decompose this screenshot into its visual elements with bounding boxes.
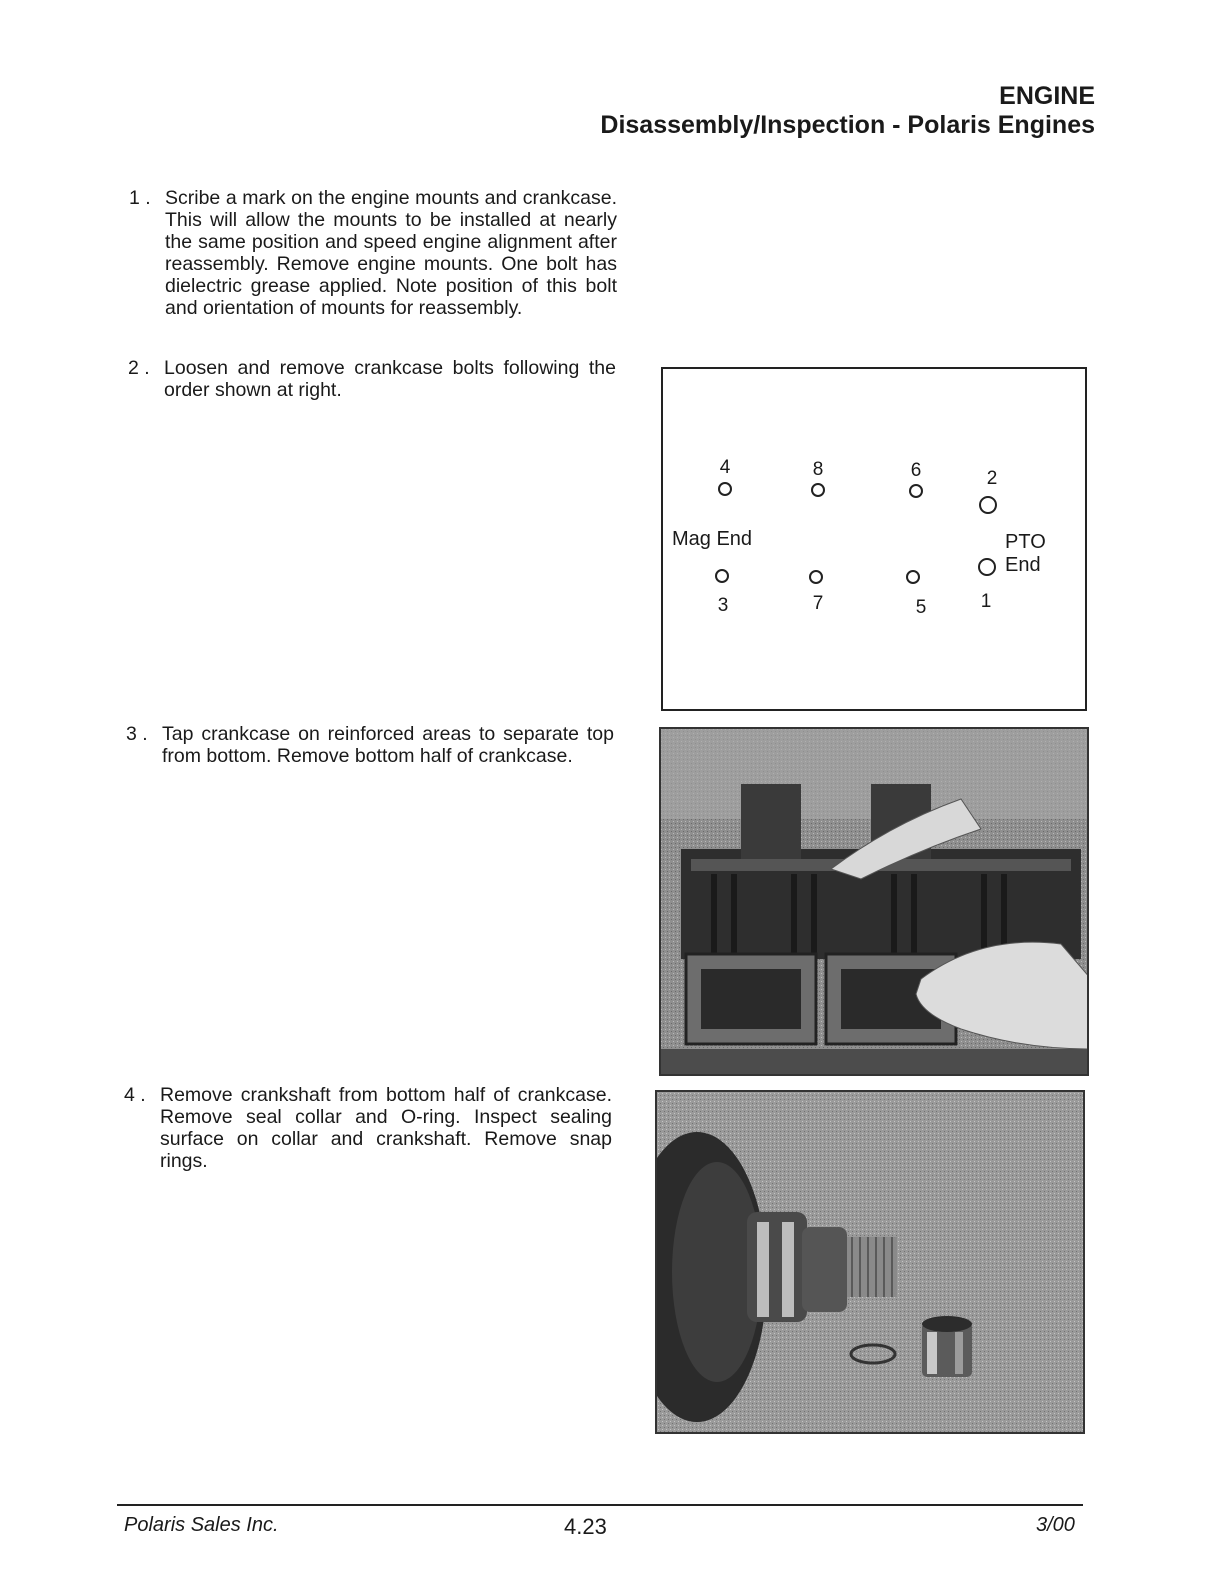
step-text: Remove crankshaft from bottom half of crankcase. Remove seal collar and O-ring. Inspect sealing surface on collar and crankshaft. Remove snap rings. bbox=[160, 1084, 612, 1172]
footer-date: 3/00 bbox=[1036, 1514, 1075, 1536]
bolt-label-4: 4 bbox=[719, 457, 731, 478]
pto-end-label: PTO End bbox=[1005, 531, 1046, 576]
crankshaft-photo-image bbox=[657, 1092, 1085, 1434]
bolt-label-8: 8 bbox=[812, 459, 824, 480]
step-number: 1 . bbox=[129, 187, 151, 209]
step-text: Loosen and remove crankcase bolts following the order shown at right. bbox=[164, 357, 616, 401]
company-name: Polaris Sales Inc. bbox=[124, 1514, 279, 1536]
crankcase-separation-photo bbox=[659, 727, 1089, 1076]
step-text: Tap crankcase on reinforced areas to separate top from bottom. Remove bottom half of crankcase. bbox=[162, 723, 614, 767]
crankcase-photo-image bbox=[661, 729, 1089, 1076]
bolt-hole-7 bbox=[809, 570, 823, 584]
bolt-label-6: 6 bbox=[910, 460, 922, 481]
page-header bbox=[600, 82, 1095, 140]
bolt-hole-4 bbox=[718, 482, 732, 496]
step-number: 3 . bbox=[126, 723, 148, 745]
bolt-hole-5 bbox=[906, 570, 920, 584]
step-text: Scribe a mark on the engine mounts and crankcase. This will allow the mounts to be installed at nearly the same position and speed engine alignment after reassembly. Remove engine mounts. One bolt has dielectric grease applied. Note position of this bolt and orientation of mounts for reassembly. bbox=[165, 187, 617, 319]
crankshaft-photo bbox=[655, 1090, 1085, 1434]
bolt-label-1: 1 bbox=[980, 591, 992, 612]
step-number: 4 . bbox=[124, 1084, 146, 1106]
footer-company bbox=[124, 1514, 279, 1537]
bolt-hole-6 bbox=[909, 484, 923, 498]
footer-page-number: 4.23 bbox=[564, 1514, 607, 1539]
bolt-label-2: 2 bbox=[986, 468, 998, 489]
bolt-hole-2 bbox=[979, 496, 997, 514]
footer-rule bbox=[117, 1504, 1083, 1506]
bolt-hole-3 bbox=[715, 569, 729, 583]
bolt-label-7: 7 bbox=[812, 593, 824, 614]
bolt-hole-1 bbox=[978, 558, 996, 576]
bolt-order-diagram bbox=[661, 367, 1087, 711]
bolt-hole-8 bbox=[811, 483, 825, 497]
bolt-label-5: 5 bbox=[915, 597, 927, 618]
bolt-label-3: 3 bbox=[717, 595, 729, 616]
step-number: 2 . bbox=[128, 357, 150, 379]
page-subtitle: Disassembly/Inspection - Polaris Engines bbox=[600, 111, 1095, 139]
mag-end-label: Mag End bbox=[672, 528, 753, 550]
section-title: ENGINE bbox=[999, 82, 1095, 110]
